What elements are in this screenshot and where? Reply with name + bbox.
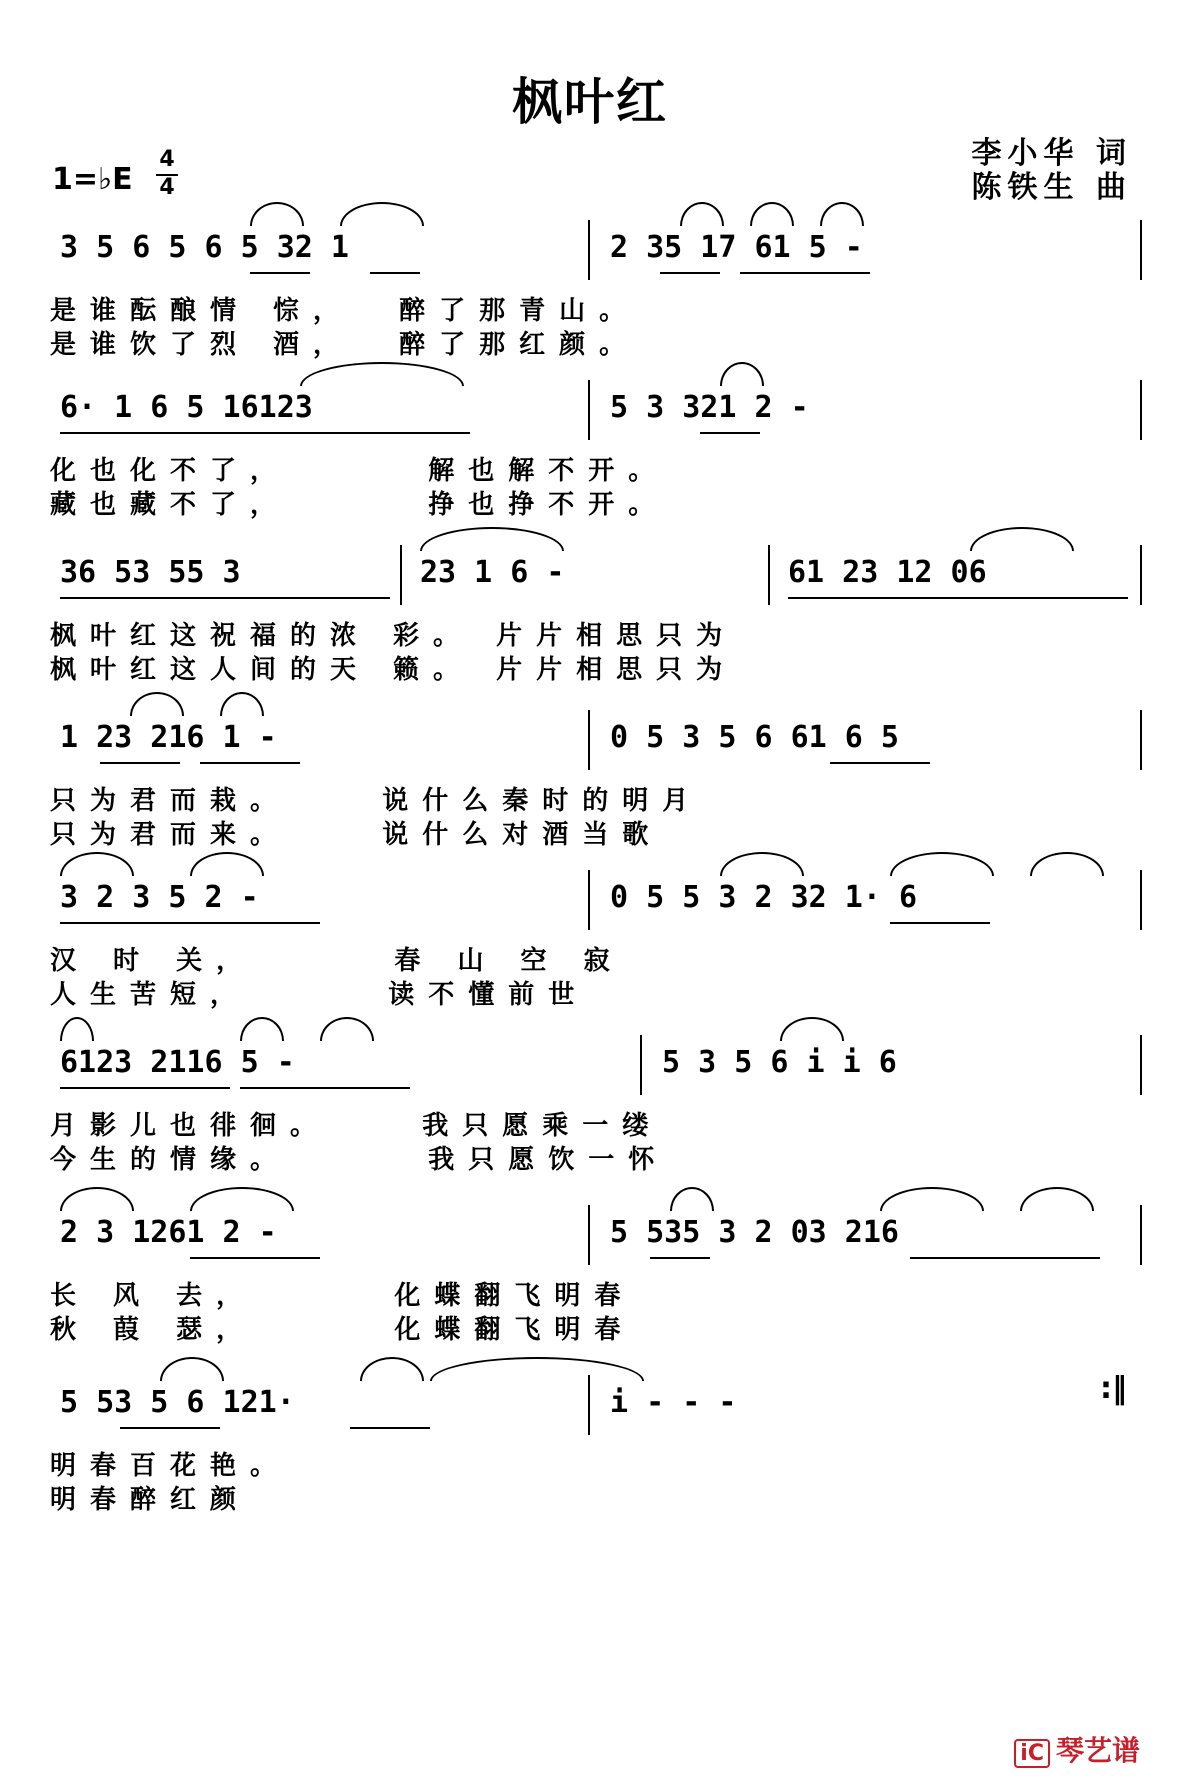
underline: [740, 272, 870, 274]
measure-group-2: 5 3 5 6 i i 6: [662, 1045, 897, 1080]
composer-credit: 陈铁生 曲: [971, 170, 1132, 205]
slur: [820, 202, 864, 226]
barline: [1140, 870, 1142, 930]
measure-group-2: 0 5 5 3 2 32 1· 6: [610, 880, 918, 915]
underline: [320, 432, 470, 434]
site-watermark: [1014, 1729, 1140, 1769]
meter-top: 4: [159, 147, 175, 172]
measure-group-1: 6123 2116 5 -: [60, 1045, 295, 1080]
underline: [788, 597, 1128, 599]
notation-row: [40, 380, 1150, 450]
lyric-line-1: 明春百花艳。: [50, 1451, 291, 1481]
repeat-end-sign: :‖: [1100, 1371, 1127, 1406]
lyricist-credit: 李小华 词: [971, 136, 1132, 171]
measure-group-1: 5 53 5 6 121·: [60, 1385, 295, 1420]
page-title: 枫叶红: [512, 73, 668, 131]
meter-bottom: 4: [159, 175, 175, 200]
underline: [60, 597, 390, 599]
measure-group-2: 2 35 17 61 5 -: [610, 230, 863, 265]
barline: [588, 1375, 590, 1435]
underline: [350, 1427, 430, 1429]
underline: [890, 922, 990, 924]
lyric-line-1: 长 风 去， 化蝶翻飞明春: [50, 1281, 635, 1311]
watermark-logo-icon: iC: [1014, 1739, 1050, 1768]
slur: [750, 202, 794, 226]
underline: [60, 1087, 230, 1089]
measure-group-1: 3 2 3 5 2 -: [60, 880, 259, 915]
underline: [650, 1257, 710, 1259]
barline: [588, 380, 590, 440]
lyric-line-2: 枫叶红这人间的天 籁。 片片相思只为: [50, 655, 737, 685]
measure-group-2: 5 3 321 2 -: [610, 390, 809, 425]
underline: [250, 272, 310, 274]
barline: [768, 545, 770, 605]
barline: [588, 870, 590, 930]
lyric-line-1: 只为君而栽。 说什么秦时的明月: [50, 786, 703, 816]
barline: [588, 1205, 590, 1265]
measure-group-1: 1 23 216 1 -: [60, 720, 277, 755]
underline: [910, 1257, 1100, 1259]
notation-row: [40, 870, 1150, 940]
measure-group-1: 3 5 6 5 6 5 32 1: [60, 230, 349, 265]
measure-group-2: i - - -: [610, 1385, 737, 1420]
underline: [190, 1257, 320, 1259]
underline: [240, 1087, 410, 1089]
notation-row: [40, 1371, 1150, 1445]
notation-row: [40, 1035, 1150, 1105]
barline: [1140, 380, 1142, 440]
measure-group-2: 5 535 3 2 03 216: [610, 1215, 899, 1250]
score-system-8: [40, 1371, 1150, 1565]
lyric-line-1: 化也化不了， 解也解不开。: [50, 456, 669, 486]
score-system-5: [40, 870, 1150, 1060]
lyric-line-1: 是谁酝酿情 悰， 醉了那青山。: [50, 296, 640, 326]
underline: [60, 922, 320, 924]
watermark-text: 琴艺谱: [1055, 1734, 1140, 1767]
barline: [400, 545, 402, 605]
measure-group-1: 2 3 1261 2 -: [60, 1215, 277, 1250]
barline: [588, 220, 590, 280]
key-signature: 1=♭E: [52, 162, 133, 197]
notation-row: [40, 545, 1150, 615]
slur: [340, 202, 424, 226]
lyric-line-1: 汉 时 关， 春 山 空 寂: [50, 946, 624, 976]
notation-row: [40, 710, 1150, 780]
measure-group-1: 6· 1 6 5 16123: [60, 390, 313, 425]
notation-row: [40, 220, 1150, 290]
lyric-line-2: 藏也藏不了， 挣也挣不开。: [50, 490, 669, 520]
lyric-line-2: 秋 葭 瑟， 化蝶翻飞明春: [50, 1315, 635, 1345]
underline: [120, 1427, 220, 1429]
slur: [680, 202, 724, 226]
time-signature: [155, 148, 179, 200]
barline: [1140, 545, 1142, 605]
barline: [588, 710, 590, 770]
measure-group-2: 0 5 3 5 6 61 6 5: [610, 720, 899, 755]
barline: [1140, 1205, 1142, 1265]
underline: [60, 432, 320, 434]
underline: [200, 762, 300, 764]
lyric-line-1: 月影儿也徘徊。 我只愿乘一缕: [50, 1111, 663, 1141]
lyric-line-2: 今生的情缘。 我只愿饮一怀: [50, 1145, 669, 1175]
underline: [660, 272, 720, 274]
measure-group-1: 36 53 55 3: [60, 555, 241, 590]
lyric-line-2: 人生苦短， 读不懂前世: [50, 980, 589, 1010]
underline: [830, 762, 930, 764]
underline: [370, 272, 420, 274]
measure-group-2: 23 1 6 -: [420, 555, 565, 590]
lyric-line-2: 是谁饮了烈 酒， 醉了那红颜。: [50, 330, 640, 360]
slur: [250, 202, 304, 226]
barline: [640, 1035, 642, 1095]
notation-row: [40, 1205, 1150, 1275]
barline: [1140, 1035, 1142, 1095]
measure-group-3: 61 23 12 06: [788, 555, 987, 590]
lyric-line-2: 明春醉红颜: [50, 1485, 251, 1515]
underline: [100, 762, 180, 764]
lyric-line-1: 枫叶红这祝福的浓 彩。 片片相思只为: [50, 621, 737, 651]
barline: [1140, 220, 1142, 280]
underline: [700, 432, 760, 434]
barline: [1140, 710, 1142, 770]
lyric-line-2: 只为君而来。 说什么对酒当歌: [50, 820, 663, 850]
score-system-3: [40, 545, 1150, 735]
